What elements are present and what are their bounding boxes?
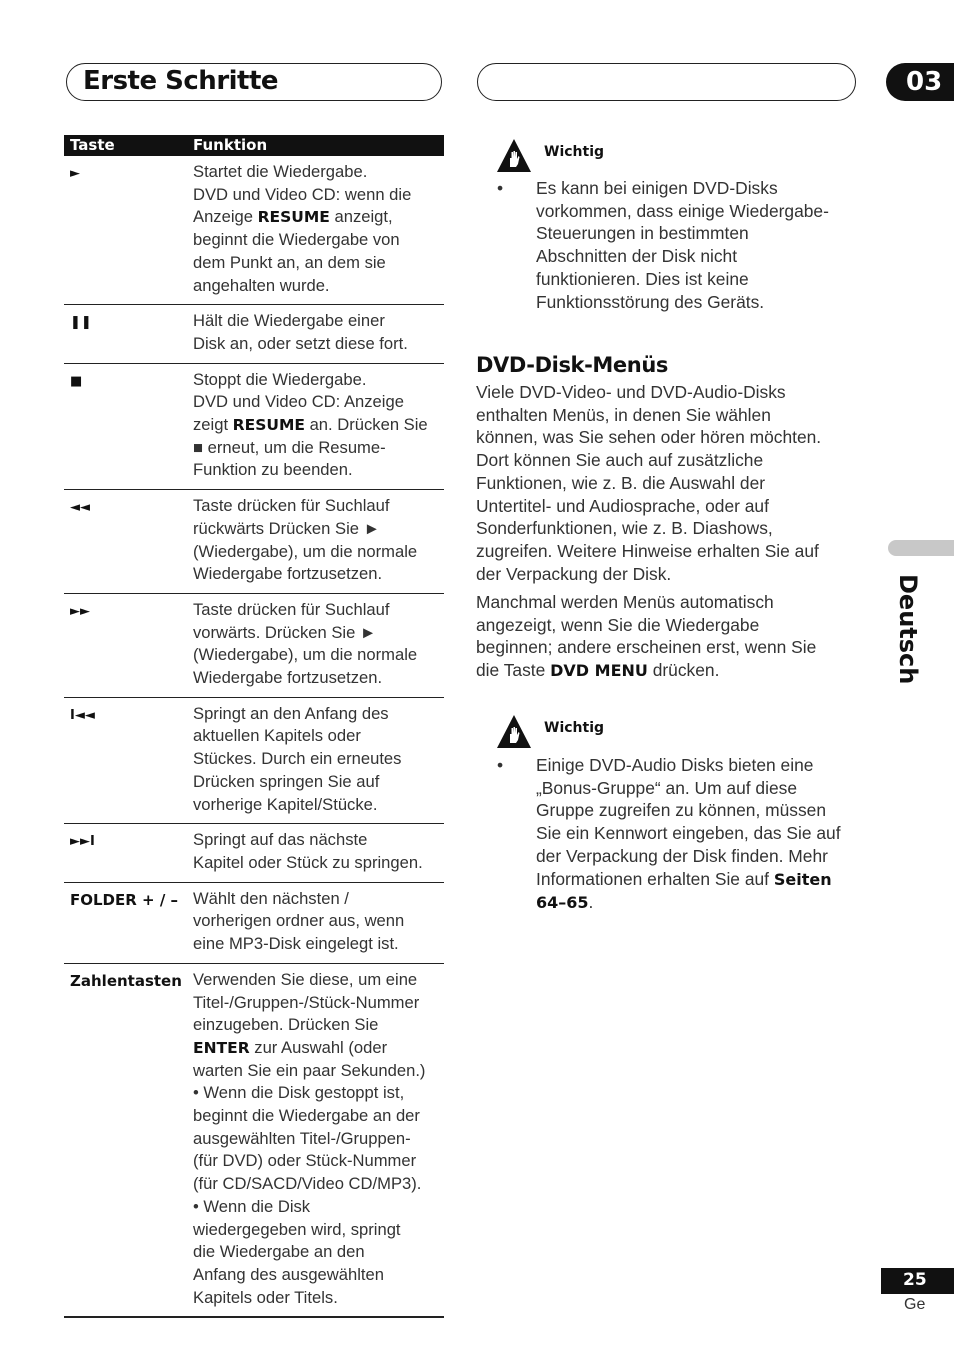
table-row bbox=[64, 824, 444, 882]
text-line: können, was Sie sehen oder hören möchten. bbox=[476, 427, 822, 448]
important-label: Wichtig bbox=[544, 144, 605, 160]
table-row-function bbox=[193, 883, 444, 963]
table-row-key: I◄◄ bbox=[70, 707, 95, 723]
language-tab-marker bbox=[888, 540, 954, 556]
text-line: dem Punkt an, an dem sie bbox=[193, 252, 386, 272]
text-line: Dort können Sie auch auf zusätzliche bbox=[476, 450, 764, 471]
text-line: aktuellen Kapitels oder bbox=[193, 726, 361, 746]
table-row-function bbox=[193, 964, 444, 1317]
page-title: Erste Schritte bbox=[83, 66, 279, 96]
text-line: DVD und Video CD: Anzeige bbox=[193, 392, 404, 412]
text-line: Funktion zu beenden. bbox=[193, 460, 353, 480]
text-line: Disk an, oder setzt diese fort. bbox=[193, 333, 408, 353]
text-line: Abschnitten der Disk nicht bbox=[536, 246, 738, 267]
text-line: Informationen erhalten Sie auf Seiten bbox=[536, 868, 832, 889]
text-line: Hält die Wiedergabe einer bbox=[193, 311, 385, 331]
table-row-key: ■ bbox=[70, 373, 83, 389]
text-line: Sie ein Kennwort eingeben, das Sie auf bbox=[536, 823, 841, 844]
column-header-function: Funktion bbox=[193, 136, 268, 154]
column-header-key: Taste bbox=[70, 136, 115, 154]
text-line: einzugeben. Drücken Sie bbox=[193, 1015, 379, 1035]
text-line: Springt an den Anfang des bbox=[193, 703, 389, 723]
text-line: Stoppt die Wiedergabe. bbox=[193, 369, 367, 389]
important-note-text bbox=[536, 754, 857, 915]
text-line: beginnen; andere erscheinen erst, wenn Sie bbox=[476, 637, 817, 658]
text-line: Steuerungen in bestimmten bbox=[536, 223, 749, 244]
text-line: Funktionen, wie z. B. die Auswahl der bbox=[476, 472, 766, 493]
text-line: (Wiedergabe), um die normale bbox=[193, 541, 418, 561]
section-paragraph-2 bbox=[476, 591, 856, 683]
table-row-key: ►► bbox=[70, 603, 90, 619]
text-line: Titel-/Gruppen-/Stück-Nummer bbox=[193, 992, 420, 1012]
table-header bbox=[64, 135, 444, 156]
text-line: der Verpackung der Disk. bbox=[476, 563, 672, 584]
text-line: der Verpackung der Disk finden. Mehr bbox=[536, 845, 828, 866]
text-line: Manchmal werden Menüs automatisch bbox=[476, 592, 774, 612]
text-line: Sonderfunktionen, wie z. B. Diashows, bbox=[476, 518, 773, 539]
text-line: Einige DVD-Audio Disks bieten eine bbox=[536, 755, 814, 775]
table-row bbox=[64, 883, 444, 964]
table-row bbox=[64, 364, 444, 491]
text-line: beginnt die Wiedergabe an der bbox=[193, 1106, 420, 1126]
text-line: (für DVD) oder Stück-Nummer bbox=[193, 1151, 417, 1171]
table-row-function bbox=[193, 698, 444, 824]
bullet-point: • bbox=[497, 178, 504, 198]
table-body bbox=[64, 156, 444, 1318]
table-row-key: Zahlentasten bbox=[70, 971, 182, 990]
table-row bbox=[64, 594, 444, 698]
text-line: Wiedergabe fortzusetzen. bbox=[193, 564, 383, 584]
text-line: • Wenn die Disk bbox=[193, 1196, 311, 1216]
chapter-title-frame bbox=[66, 63, 442, 101]
important-note-1 bbox=[497, 177, 857, 313]
table-row-key: ► bbox=[70, 166, 80, 181]
text-line: (Wiedergabe), um die normale bbox=[193, 645, 418, 665]
text-line: Drücken springen Sie auf bbox=[193, 771, 380, 791]
section-heading: DVD-Disk-Menüs bbox=[476, 353, 668, 377]
page-number: 25 bbox=[881, 1268, 954, 1294]
text-line: angehalten wurde. bbox=[193, 275, 330, 295]
table-row-function bbox=[193, 156, 444, 304]
table-row-function bbox=[193, 594, 444, 697]
text-line: Es kann bei einigen DVD-Disks bbox=[536, 178, 778, 198]
text-line: Funktionsstörung des Geräts. bbox=[536, 291, 765, 312]
text-line: die Wiedergabe an den bbox=[193, 1242, 365, 1262]
table-row-key: ►►I bbox=[70, 834, 95, 850]
warning-hand-icon bbox=[496, 138, 532, 174]
table-row-key: FOLDER + / – bbox=[70, 890, 179, 909]
text-line: Taste drücken für Suchlauf bbox=[193, 599, 390, 619]
text-line: Wählt den nächsten / bbox=[193, 888, 349, 908]
button-function-table bbox=[64, 135, 444, 1318]
text-line: zugreifen. Weitere Hinweise erhalten Sie auf bbox=[476, 540, 819, 561]
header-empty-frame bbox=[477, 63, 856, 101]
text-line: Taste drücken für Suchlauf bbox=[193, 496, 390, 516]
important-note-text bbox=[536, 177, 857, 313]
table-row bbox=[64, 964, 444, 1319]
text-line: beginnt die Wiedergabe von bbox=[193, 230, 400, 250]
table-row-function bbox=[193, 305, 444, 362]
text-line: Gruppe zugreifen zu können, müssen bbox=[536, 800, 827, 821]
text-line: vorherige Kapitel/Stücke. bbox=[193, 794, 378, 814]
text-line: 64–65. bbox=[536, 892, 594, 913]
language-label-text: Deutsch bbox=[894, 574, 922, 685]
page-language-code: Ge bbox=[904, 1296, 926, 1313]
text-line: Kapitel oder Stück zu springen. bbox=[193, 852, 423, 872]
text-line: angezeigt, wenn Sie die Wiedergabe bbox=[476, 614, 760, 635]
text-line: DVD und Video CD: wenn die bbox=[193, 184, 412, 204]
bullet-point: • bbox=[497, 755, 504, 775]
text-line: Startet die Wiedergabe. bbox=[193, 162, 368, 181]
text-line: Anfang des ausgewählten bbox=[193, 1264, 384, 1284]
warning-hand-icon bbox=[496, 714, 532, 750]
text-line: „Bonus-Gruppe“ an. Um auf diese bbox=[536, 777, 797, 798]
important-note-2 bbox=[497, 754, 857, 915]
chapter-number-badge: 03 bbox=[886, 63, 954, 101]
table-row-key: ◄◄ bbox=[70, 500, 90, 516]
text-line: vorwärts. Drücken Sie ► bbox=[193, 622, 377, 642]
table-row bbox=[64, 156, 444, 305]
text-line: warten Sie ein paar Sekunden.) bbox=[193, 1060, 426, 1080]
text-line: Springt auf das nächste bbox=[193, 830, 368, 850]
text-line: vorkommen, dass einige Wiedergabe- bbox=[536, 200, 829, 221]
text-line: ENTER zur Auswahl (oder bbox=[193, 1037, 388, 1057]
table-row bbox=[64, 305, 444, 363]
text-line: die Taste DVD MENU drücken. bbox=[476, 660, 720, 681]
text-line: zeigt RESUME an. Drücken Sie bbox=[193, 415, 428, 435]
table-row-function bbox=[193, 824, 444, 881]
text-line: (für CD/SACD/Video CD/MP3). bbox=[193, 1174, 422, 1194]
table-row bbox=[64, 490, 444, 594]
text-line: Stückes. Durch ein erneutes bbox=[193, 749, 402, 769]
table-row-function bbox=[193, 364, 444, 490]
text-line: ■ erneut, um die Resume- bbox=[193, 437, 386, 457]
text-line: eine MP3-Disk eingelegt ist. bbox=[193, 934, 399, 954]
text-line: Wiedergabe fortzusetzen. bbox=[193, 668, 383, 688]
text-line: Kapitels oder Titels. bbox=[193, 1287, 338, 1307]
text-line: ausgewählten Titel-/Gruppen- bbox=[193, 1128, 411, 1148]
text-line: Anzeige RESUME anzeigt, bbox=[193, 207, 393, 227]
text-line: rückwärts Drücken Sie ► bbox=[193, 518, 381, 538]
section-paragraph-1 bbox=[476, 381, 856, 585]
important-label: Wichtig bbox=[544, 720, 605, 736]
text-line: Verwenden Sie diese, um eine bbox=[193, 969, 418, 989]
table-row bbox=[64, 698, 444, 825]
text-line: wiedergegeben wird, springt bbox=[193, 1219, 401, 1239]
table-row-function bbox=[193, 490, 444, 593]
text-line: Viele DVD-Video- und DVD-Audio-Disks bbox=[476, 382, 786, 402]
language-side-label bbox=[884, 574, 924, 685]
text-line: enthalten Menüs, in denen Sie wählen bbox=[476, 404, 771, 425]
text-line: • Wenn die Disk gestoppt ist, bbox=[193, 1083, 405, 1103]
text-line: Untertitel- und Audiosprache, oder auf bbox=[476, 495, 769, 516]
text-line: vorherigen ordner aus, wenn bbox=[193, 911, 405, 931]
table-row-key: ❚❚ bbox=[70, 315, 92, 331]
text-line: funktionieren. Dies ist keine bbox=[536, 268, 749, 289]
